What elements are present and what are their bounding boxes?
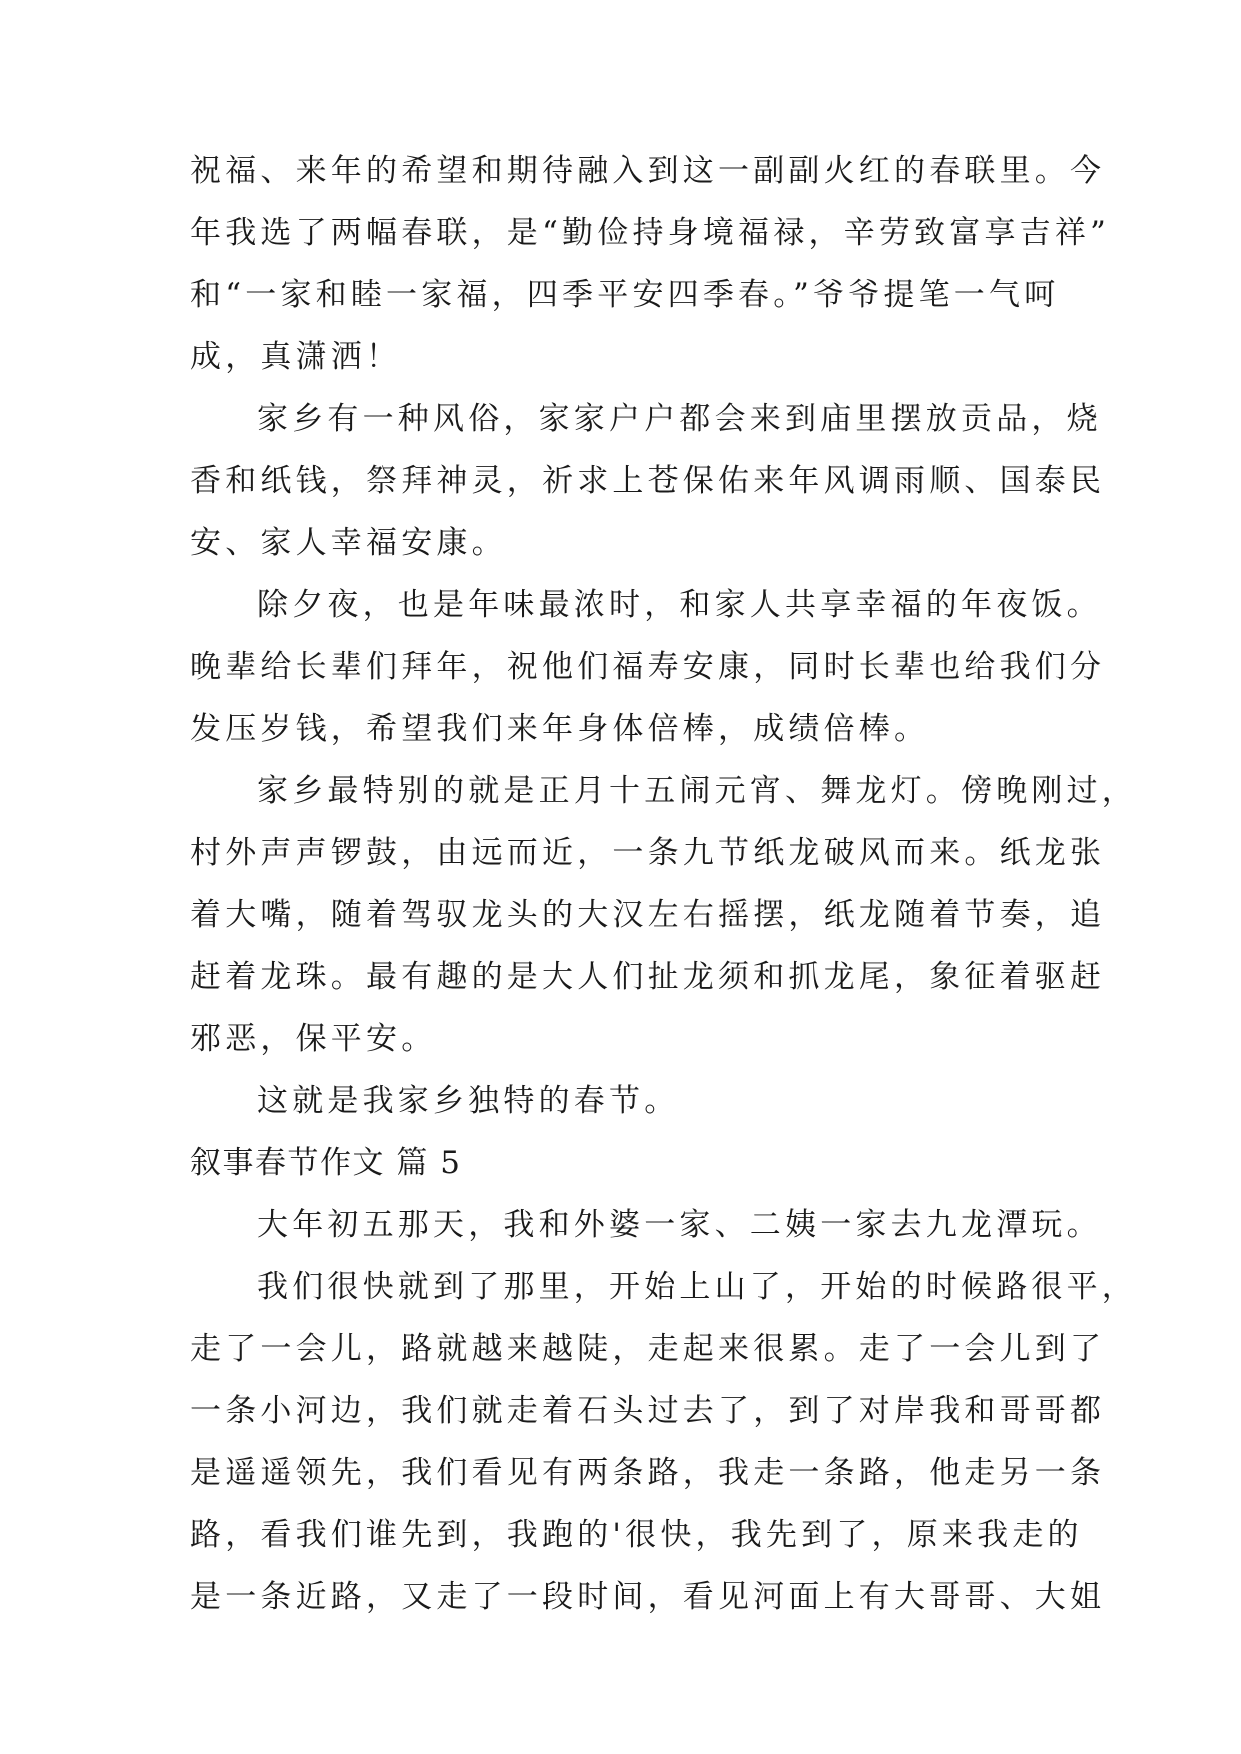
- text-line: 走了一会儿，路就越来越陡，走起来很累。走了一会儿到了: [190, 1331, 1106, 1367]
- paragraph-start-line: 大年初五那天，我和外婆一家、二姨一家去九龙潭玩。: [257, 1207, 1102, 1243]
- paragraph-start-line: 除夕夜，也是年味最浓时，和家人共享幸福的年夜饭。: [257, 587, 1102, 623]
- text-line: 年我选了两幅春联，是“勤俭持身境福禄，辛劳致富享吉祥”: [190, 215, 1111, 251]
- text-line: 赶着龙珠。最有趣的是大人们扯龙须和抓龙尾，象征着驱赶: [190, 959, 1106, 995]
- document-body: [190, 140, 1137, 1628]
- text-line: 和“一家和睦一家福，四季平安四季春。”爷爷提笔一气呵: [190, 277, 1060, 313]
- paragraph-start-line: 我们很快就到了那里，开始上山了，开始的时候路很平，: [257, 1269, 1137, 1305]
- text-line: 成，真潇洒！: [190, 339, 402, 375]
- text-line: 晚辈给长辈们拜年，祝他们福寿安康，同时长辈也给我们分: [190, 649, 1106, 685]
- text-line: 发压岁钱，希望我们来年身体倍棒，成绩倍棒。: [190, 711, 930, 747]
- text-line: 是遥遥领先，我们看见有两条路，我走一条路，他走另一条: [190, 1455, 1106, 1491]
- section-heading: 叙事春节作文 篇 5: [190, 1145, 462, 1181]
- text-line: 香和纸钱，祭拜神灵，祈求上苍保佑来年风调雨顺、国泰民: [190, 463, 1106, 499]
- paragraph-start-line: 家乡有一种风俗，家家户户都会来到庙里摆放贡品，烧: [257, 401, 1102, 437]
- paragraph-start-line: 这就是我家乡独特的春节。: [257, 1083, 680, 1119]
- text-line: 村外声声锣鼓，由远而近，一条九节纸龙破风而来。纸龙张: [190, 835, 1106, 871]
- text-line: 邪恶，保平安。: [190, 1021, 437, 1057]
- text-line: 祝福、来年的希望和期待融入到这一副副火红的春联里。今: [190, 153, 1106, 189]
- paragraph-start-line: 家乡最特别的就是正月十五闹元宵、舞龙灯。傍晚刚过，: [257, 773, 1137, 809]
- text-line: 是一条近路，又走了一段时间，看见河面上有大哥哥、大姐: [190, 1579, 1106, 1615]
- text-line: 一条小河边，我们就走着石头过去了，到了对岸我和哥哥都: [190, 1393, 1106, 1429]
- text-line: 路，看我们谁先到，我跑的'很快，我先到了，原来我走的: [190, 1517, 1083, 1553]
- text-line: 着大嘴，随着驾驭龙头的大汉左右摇摆，纸龙随着节奏，追: [190, 897, 1106, 933]
- text-line: 安、家人幸福安康。: [190, 525, 507, 561]
